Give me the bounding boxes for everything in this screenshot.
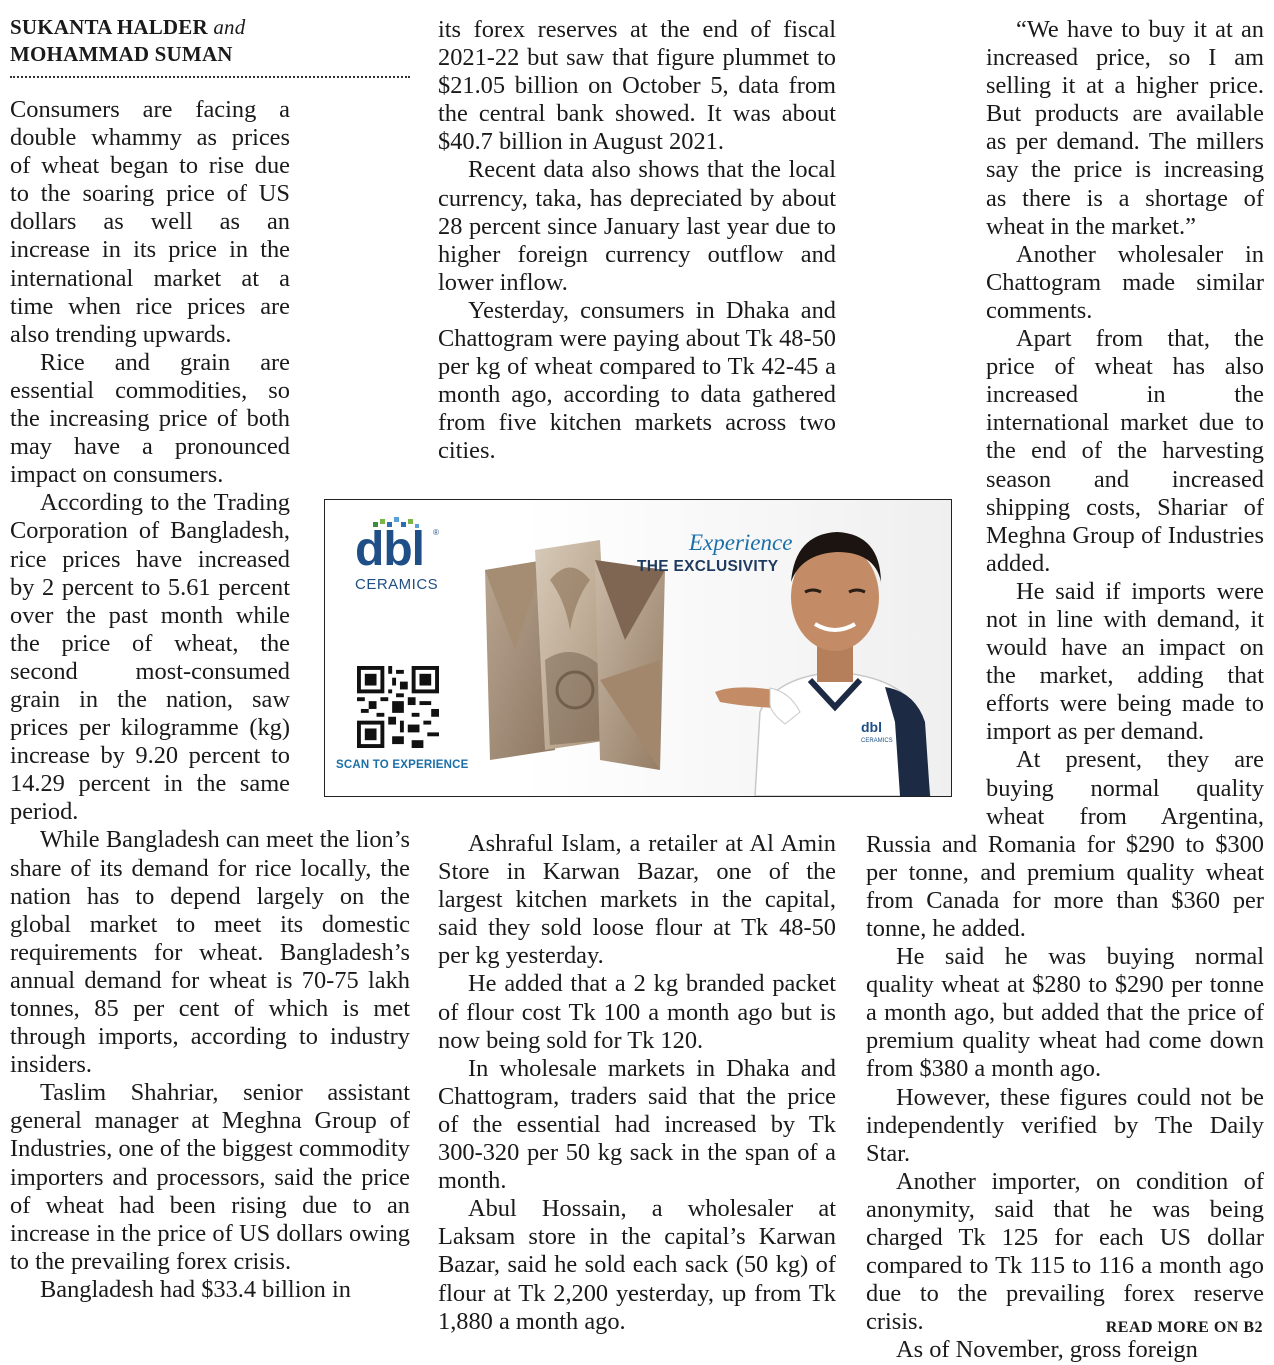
tagline-bold: THE EXCLUSIVITY xyxy=(637,558,779,575)
brand-subtitle: CERAMICS xyxy=(355,576,439,593)
article-column-2-top xyxy=(438,16,836,465)
paragraph: However, these figures could not be independently verified by The Daily Star. xyxy=(866,1083,1264,1167)
byline-author-1: SUKANTA HALDER xyxy=(10,15,208,39)
read-more-link[interactable]: READ MORE ON B2 xyxy=(1105,1319,1263,1336)
brand-logo: dbl xyxy=(355,523,424,576)
byline-author-2: MOHAMMAD SUMAN xyxy=(10,42,233,66)
paragraph: Abul Hossain, a wholesaler at Laksam store in the capital’s Karwan Bazar, said he sold each sack (50 kg) of flour at Tk 2,200 yesterday, up from Tk 1,880 a month ago. xyxy=(438,1195,836,1335)
paragraph: Ashraful Islam, a retailer at Al Amin Store in Karwan Bazar, one of the largest kitchen markets in the capital, said they sold loose flour at Tk 48-50 per kg yesterday. xyxy=(438,830,836,970)
advertisement-dbl-ceramics[interactable] xyxy=(324,499,952,797)
shirt-logo-sub: CERAMICS xyxy=(861,738,893,744)
paragraph: While Bangladesh can meet the lion’s share of its demand for rice locally, the nation has to depend largely on the global market to meet its domestic requirements for wheat. Bangladesh’s annual demand for wheat is 70-75 lakh tonnes, 85 per cent of which is met through imports, according to industry insiders. xyxy=(10,826,410,1079)
paragraph: He said if imports were not in line with demand, it would have an impact on the market, adding that efforts were being made to import as per demand. xyxy=(986,577,1264,746)
shirt-logo: dbl xyxy=(861,719,882,735)
paragraph: Apart from that, the price of wheat has also increased in the international market due to the end of the harvesting season and increased shipping costs, Shariar of Meghna Group of Industries added. xyxy=(986,325,1264,577)
paragraph: At present, they are buying normal quality wheat from Argentina, Russia and Romania for $290 to $300 per tonne, and premium quality wheat from Canada for more than $360 per tonne, he added. xyxy=(866,746,1264,942)
byline-divider xyxy=(10,76,410,78)
paragraph: Taslim Shahriar, senior assistant general manager at Meghna Group of Industries, one of the biggest commodity importers and processors, said the price of wheat had been rising due to an increase in the price of US dollars owing to the prevailing forex crisis. xyxy=(10,1079,410,1275)
paragraph: According to the Trading Corporation of Bangladesh, rice prices have increased by 2 percent to 5.61 percent over the past month while the price of wheat, the second most-consumed grain in the nation, saw prices per kilogramme (kg) increase by 9.20 percent to 14.29 percent in the same period. xyxy=(10,489,290,826)
paragraph: Another wholesaler in Chattogram made similar comments. xyxy=(986,240,1264,324)
paragraph: He added that a 2 kg branded packet of flour cost Tk 100 a month ago but is now being sold for Tk 120. xyxy=(438,970,836,1054)
paragraph: Bangladesh had $33.4 billion in xyxy=(40,1275,351,1303)
paragraph: Another importer, on condition of anonymity, said that he was being charged Tk 125 for each US dollar compared to Tk 115 to 116 a month ago due to the prevailing forex reserve crisis. xyxy=(866,1167,1264,1336)
paragraph: its forex reserves at the end of fiscal 2021-22 but saw that figure plummet to $21.05 billion on October 5, data from the central bank showed. It was about $40.7 billion in August 2021. xyxy=(438,16,836,156)
brand-registered-mark: ® xyxy=(433,528,439,537)
ceramic-tiles-image xyxy=(475,540,675,780)
paragraph: Recent data also shows that the local currency, taka, has depreciated by about 28 percent since January last year due to higher foreign currency outflow and lower inflow. xyxy=(438,156,836,296)
byline-and: and xyxy=(213,15,246,39)
scan-label: SCAN TO EXPERIENCE xyxy=(336,759,469,771)
paragraph: As of November, gross foreign xyxy=(896,1336,1198,1364)
byline xyxy=(10,14,410,68)
tagline-script: Experience xyxy=(689,530,793,555)
paragraph: He said he was buying normal quality wheat at $280 to $290 per tonne a month ago, but added that the price of premium quality wheat had come down from $380 a month ago. xyxy=(866,943,1264,1083)
paragraph: Consumers are facing a double whammy as prices of wheat began to rise due to the soaring price of US dollars as well as an increase in its price in the international market at a time when rice prices are also trending upwards. xyxy=(10,96,290,348)
paragraph: “We have to buy it at an increased price, so I am selling it at a higher price. But products are available as per demand. The millers say the price is increasing as there is a shortage of wheat in the market.” xyxy=(986,16,1264,240)
qr-code-icon[interactable] xyxy=(357,666,439,748)
brand-ambassador-image xyxy=(715,512,952,796)
paragraph: In wholesale markets in Dhaka and Chattogram, traders said that the price of the essential had increased by Tk 300-320 per 50 kg sack in the span of a month. xyxy=(438,1054,836,1195)
paragraph: Yesterday, consumers in Dhaka and Chattogram were paying about Tk 48-50 per kg of wheat compared to Tk 42-45 a month ago, according to data gathered from five kitchen markets across two cities. xyxy=(438,296,836,465)
article-column-2-bottom xyxy=(438,830,836,1335)
paragraph: Rice and grain are essential commodities, so the increasing price of both may have a pronounced impact on consumers. xyxy=(10,348,290,489)
